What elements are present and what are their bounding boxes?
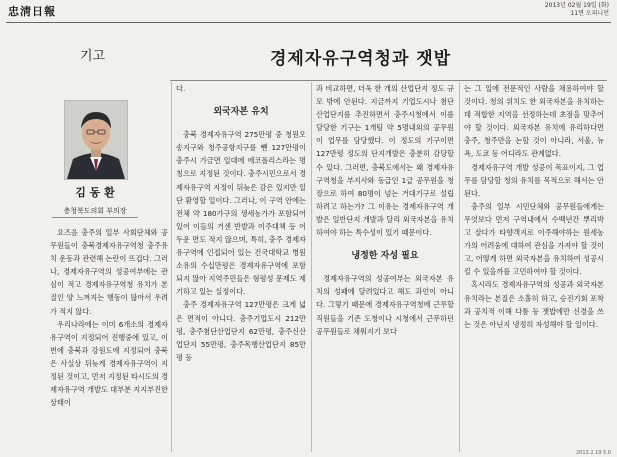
paragraph: 충주의 일부 시민단체와 공무원들에게는 무엇보다 먼저 구역내에서 수백년간 뿌리박고 살다가 타향객지로 이주해야하는 원세농가의 어려움에 대하여 관심을 가져야 할 것이고, 어떻게 하면 외국자본을 유치하여 성공시킬 수 있을까를 고민하여야 할 것이다. xyxy=(464,201,604,277)
paragraph: 우리나라에는 이미 6개소의 경제자유구역이 지정되어 진행중에 있고, 이번에 충북과 강원도에 지정되어 충북은 사실상 뒤늦게 경제자유구역이 지정된 것이고, 먼저 지정된 타시도의 경제자유구역 개발도 대부분 지지부진한 상태이 xyxy=(50,319,168,408)
column-divider xyxy=(311,82,312,452)
author-photo xyxy=(64,100,128,180)
portrait-image xyxy=(65,101,127,179)
paragraph: 는 그 일에 전문적인 사람을 채용하여야 할 것이다. 청의 위치도 한 외국자본을 유치하는데 적합한 지역을 선정하는데 초점을 맞추어야 할 것이다. 외국자본 유치에 유리하다면 충주, 청주만을 논할 것이 아니라, 서울, 뉴욕, 도쿄 등 어디라도 관계없다. xyxy=(464,84,604,159)
footer-mark: 2013.2.19 5.0 xyxy=(576,450,611,456)
paragraph: 다. xyxy=(176,84,186,93)
paragraph: 요즈음 충주의 일부 사회단체와 공무원들이 충북경제자유구역청 충주유치 운동과 관련해 논란이 뜨겁다. 그러나, 경제자유구역의 성공여부에는 관심이 적고 경제자유구역청 유치가 본질인 양 느껴지는 행동이 많아서 우려가 적지 않다. xyxy=(50,228,168,316)
author-title-underline xyxy=(52,217,138,218)
article-column-4 xyxy=(464,82,604,331)
subheading-self-reflection: 냉정한 자성 필요 xyxy=(351,251,419,262)
paragraph: 충주 경제자유구역 127만평은 크게 넓은 면적이 아니다. 충주기업도시 212만평, 충주첨단산업단지 62만평, 충주신산업단지 55만평, 충주목행산업단지 85만평 등 xyxy=(176,300,306,362)
article-headline: 경제자유구역청과 잿밥 xyxy=(270,49,452,69)
article-column-2 xyxy=(176,82,306,364)
author-title: 충청북도의회 부의장 xyxy=(63,207,127,215)
masthead-rule xyxy=(6,22,611,23)
subheading-foreign-capital: 외국자본 유치 xyxy=(213,107,269,118)
article-column-1 xyxy=(50,226,168,409)
paragraph: 혹시라도 경제자유구역의 성공과 외국자본 유치라는 본질은 소홀히 하고, 승진기회 포착과 공치적 이해 다툼 등 잿밥에만 신경을 쓰는 것은 아닌지 냉정히 자성해야 할 일이다. xyxy=(464,280,604,329)
headline-rule xyxy=(170,80,607,81)
column-divider xyxy=(171,82,172,452)
paragraph: 경제자유구역의 성공여부는 외국자본 유치의 성패에 달려있다고 해도 과언이 아니다. 그렇기 때문에 경제자유구역청에 근무할 직원들을 기존 도청이나 시청에서 근무하던 공무원들로 채워지기 보다 xyxy=(316,274,454,336)
paragraph: 충북 경제자유구역 275만평 중 청원오송지구와 청주공항지구를 뺀 127만평이 충주시 가금면 일대에 에코폴리스라는 명칭으로 지정된 것이다. 충주시민으로서 경제자유구역 지정이 뒤늦은 감은 있지만 일단 환영할 일이다. 그러나, 이 구역 안에는 전체 약 180가구의 생세농가가 포함되어 있어 이들의 거센 반발과 이주대책 등 어두운 면도 적지 않으며, 특히, 충주 경제자유구역에 인접되어 있는 건국대학교 병원 소유의 수십만평은 경제자유구역에 포함되지 않아 지역주민들은 형평성 문제도 제기하고 있는 실정이다. xyxy=(176,130,306,297)
newspaper-name: 忠淸日報 xyxy=(8,5,56,18)
issue-info xyxy=(545,2,609,18)
masthead xyxy=(0,0,617,22)
column-divider xyxy=(459,82,460,452)
paragraph: 경제자유구역 개발 성공이 목표이지, 그 업무를 담당할 청의 유치를 목적으로 해서는 안된다. xyxy=(464,162,604,198)
section-label: 기고 xyxy=(80,49,106,64)
issue-section: 11면 오피니언 xyxy=(570,10,609,17)
author-name: 김 동 환 xyxy=(75,186,115,199)
paragraph: 과 비교하면, 더욱 한 개의 산업단지 정도 규모 밖에 안된다. 지금까지 기업도시나 첨단산업단지를 추진하면서 충주시청에서 이를 담당한 기구는 1개팀 약 5명내외의 공무원이 업무를 담당했다. 이 정도의 기구이면 127만평 정도의 단지개발은 충분히 감당할 수 있다. 그러면, 충북도에서는 왜 경제자유구역청을 부지사와 동급인 1급 공무원을 청장으로 하여 80명이 넘는 거대기구로 설립하려고 하는가? 그 이유는 경제자유구역 개발은 일반단지 개발과 달리 외국자본을 유치하여야 하는 특수성이 있기 때문이다. xyxy=(316,84,454,238)
article-column-3 xyxy=(316,82,454,338)
issue-date: 2013년 02월 19일 (화) xyxy=(544,2,609,9)
